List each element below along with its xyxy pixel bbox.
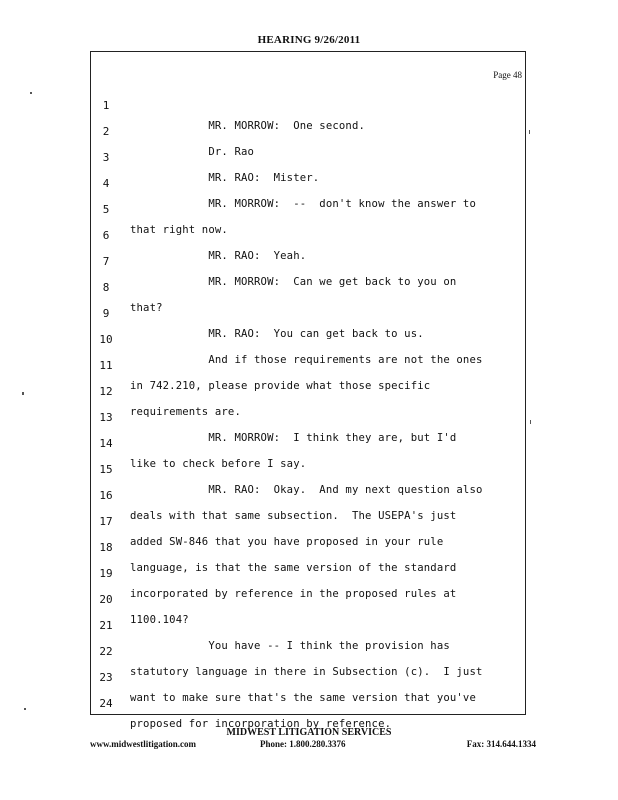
scan-speck	[529, 130, 530, 134]
line-text: deals with that same subsection. The USEPA's just	[130, 510, 457, 522]
line-text: 1100.104?	[130, 614, 189, 626]
page-number: Page 48	[493, 70, 522, 80]
scan-speck	[24, 708, 26, 710]
line-text: You have -- I think the provision has	[130, 640, 450, 652]
line-text: MR. MORROW: -- don't know the answer to	[130, 198, 476, 210]
line-number: 3	[102, 151, 110, 164]
line-text: in 742.210, please provide what those specific	[130, 380, 431, 392]
line-text: MR. RAO: Okay. And my next question also	[130, 484, 483, 496]
footer-fax: Fax: 314.644.1334	[466, 739, 536, 749]
line-number: 8	[102, 281, 110, 294]
line-text: incorporated by reference in the proposed rules at	[130, 588, 457, 600]
line-number: 2	[102, 125, 110, 138]
footer-phone: Phone: 1.800.280.3376	[260, 739, 346, 749]
scan-speck	[30, 92, 32, 94]
line-text: MR. MORROW: I think they are, but I'd	[130, 432, 457, 444]
line-text: MR. RAO: You can get back to us.	[130, 328, 424, 340]
line-text: MR. RAO: Yeah.	[130, 250, 307, 262]
line-number: 15	[99, 463, 113, 476]
line-number: 14	[99, 437, 113, 450]
line-text: And if those requirements are not the ones	[130, 354, 483, 366]
line-text: MR. RAO: Mister.	[130, 172, 320, 184]
line-number: 9	[102, 307, 110, 320]
line-number: 21	[99, 619, 113, 632]
line-number: 19	[99, 567, 113, 580]
footer-website: www.midwestlitigation.com	[90, 739, 196, 749]
line-text: MR. MORROW: Can we get back to you on	[130, 276, 457, 288]
line-number: 20	[99, 593, 113, 606]
footer-contact-row	[90, 739, 536, 751]
line-text: proposed for incorporation by reference.	[130, 718, 392, 730]
line-text: that?	[130, 302, 163, 314]
line-number: 11	[99, 359, 113, 372]
line-number: 10	[99, 333, 113, 346]
line-text: language, is that the same version of the standard	[130, 562, 457, 574]
line-number: 16	[99, 489, 113, 502]
line-text: want to make sure that's the same version that you've	[130, 692, 476, 704]
line-text: like to check before I say.	[130, 458, 307, 470]
line-number: 24	[99, 697, 113, 710]
line-number: 23	[99, 671, 113, 684]
line-number: 7	[102, 255, 110, 268]
line-number: 1	[102, 99, 110, 112]
line-text: added SW-846 that you have proposed in your rule	[130, 536, 444, 548]
transcript-line	[0, 180, 228, 236]
line-number: 4	[102, 177, 110, 190]
transcript-line	[0, 258, 163, 314]
document-header-title: HEARING 9/26/2011	[257, 34, 361, 46]
scan-speck	[530, 420, 531, 424]
line-number: 17	[99, 515, 113, 528]
line-text: MR. MORROW: One second.	[130, 120, 366, 132]
line-number: 6	[102, 229, 110, 242]
transcript-line	[0, 76, 366, 132]
line-text: that right now.	[130, 224, 228, 236]
line-number: 22	[99, 645, 113, 658]
scan-speck	[22, 392, 24, 395]
line-number: 18	[99, 541, 113, 554]
line-text: statutory language in there in Subsection (c). I just	[130, 666, 483, 678]
line-number: 12	[99, 385, 113, 398]
line-text: requirements are.	[130, 406, 241, 418]
footer-company-name: MIDWEST LITIGATION SERVICES	[226, 727, 392, 738]
line-number: 5	[102, 203, 110, 216]
line-text: Dr. Rao	[130, 146, 255, 158]
line-number: 13	[99, 411, 113, 424]
